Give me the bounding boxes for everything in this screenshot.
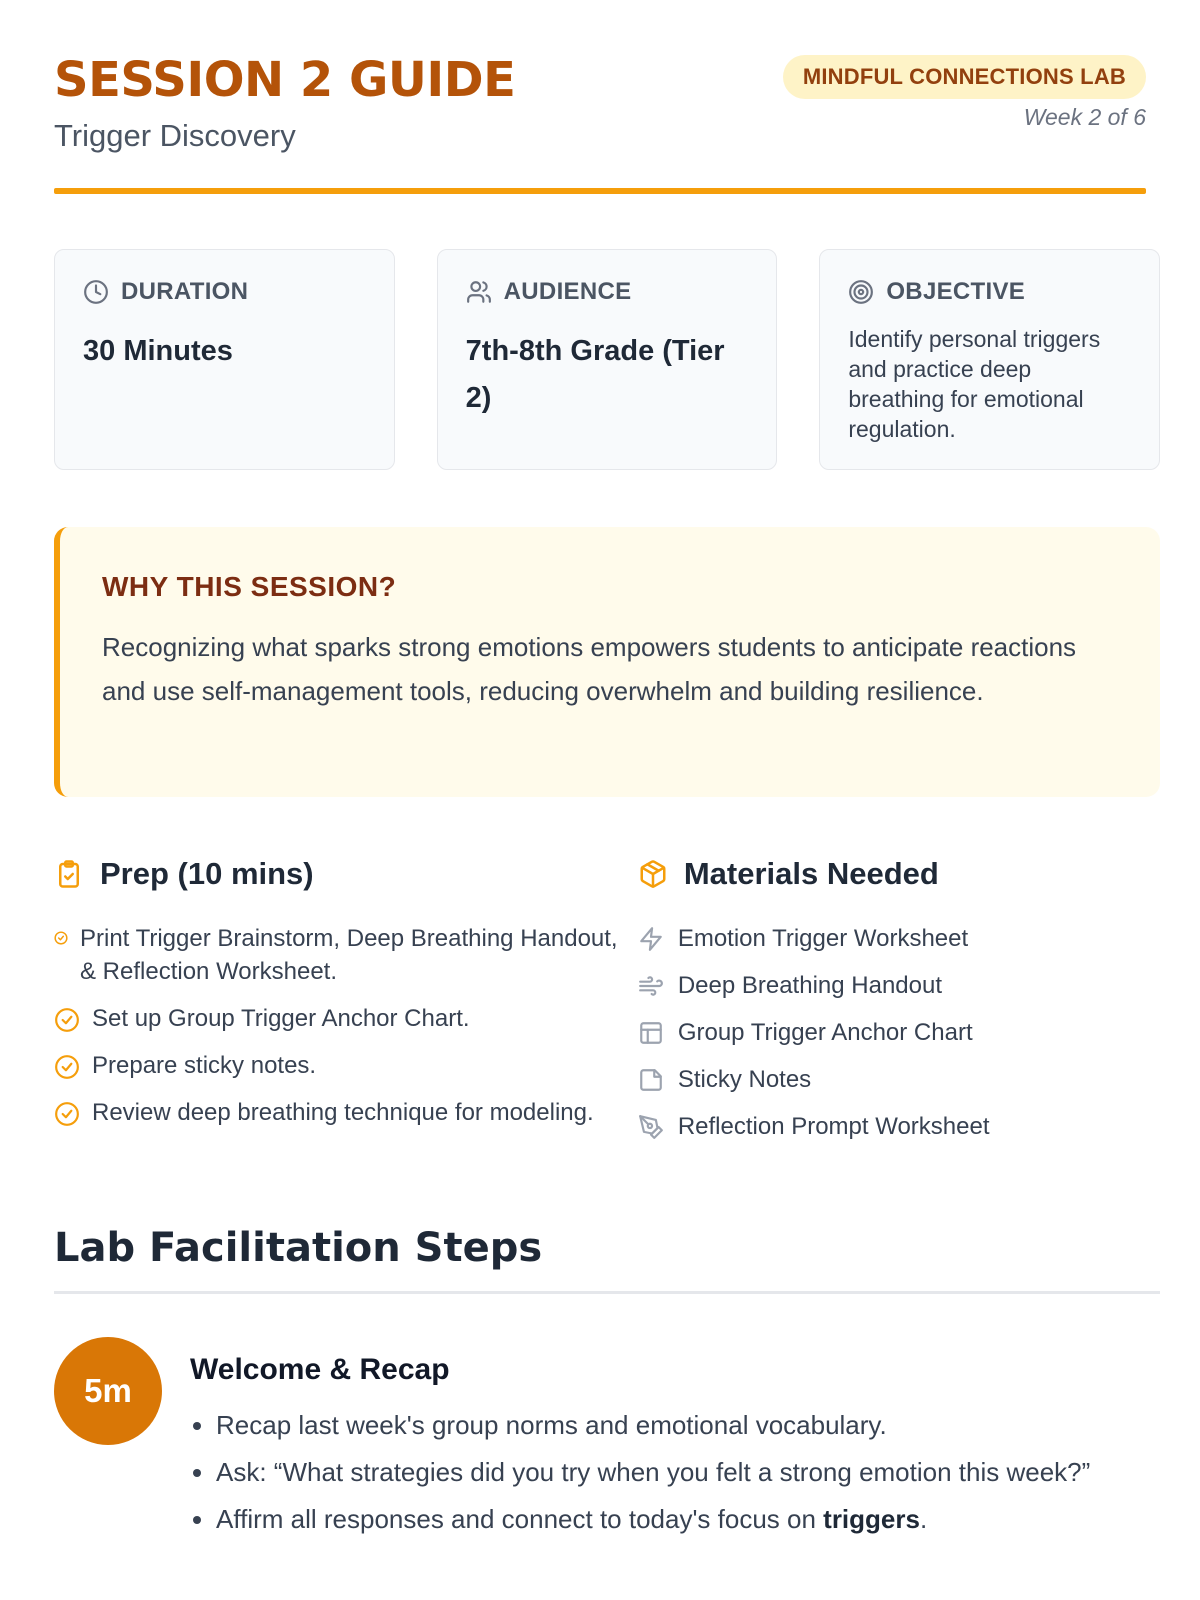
facilitation-divider (54, 1291, 1160, 1294)
check-circle-icon (54, 931, 68, 945)
prep-item-text: Review deep breathing technique for modeling. (92, 1099, 594, 1126)
package-icon (638, 859, 668, 889)
week-indicator: Week 2 of 6 (1023, 104, 1146, 130)
step-bullet-text: Affirm all responses and connect to today's focus on (216, 1504, 824, 1534)
prep-item-text: Print Trigger Brainstorm, Deep Breathing Handout, & Reflection Worksheet. (80, 925, 618, 985)
material-item (638, 922, 1160, 955)
duration-label: DURATION (121, 278, 249, 305)
step-bullet (216, 1499, 1150, 1540)
prep-header (54, 854, 630, 894)
page-title: SESSION 2 GUIDE (54, 52, 516, 108)
sticky-note-icon (638, 1067, 664, 1093)
material-item-text: Deep Breathing Handout (677, 972, 942, 999)
users-icon (466, 279, 492, 305)
material-item-text: Sticky Notes (677, 1066, 812, 1093)
page-subtitle: Trigger Discovery (54, 118, 296, 153)
material-item-text: Reflection Prompt Worksheet (677, 1113, 990, 1140)
prep-item (54, 1002, 630, 1035)
prep-column (54, 854, 630, 1157)
prep-list (54, 922, 630, 1129)
header (54, 0, 1146, 195)
materials-list (638, 922, 1160, 1143)
materials-title: Materials Needed (683, 856, 939, 891)
audience-value: 7th-8th Grade (Tier 2) (465, 335, 725, 414)
prep-item (54, 1049, 630, 1082)
check-circle-icon (54, 1007, 80, 1033)
header-divider (54, 188, 1146, 194)
clock-icon (83, 279, 109, 305)
prep-item-text: Set up Group Trigger Anchor Chart. (92, 1005, 470, 1032)
step-bullet: • Recap last week's group norms and emotional vocabulary. (216, 1405, 1150, 1446)
objective-card-header (848, 278, 1131, 306)
material-item (638, 1063, 1160, 1096)
duration-value: 30 Minutes (83, 335, 233, 367)
layout-icon (638, 1020, 664, 1046)
zap-icon (638, 926, 664, 952)
objective-value: Identify personal triggers and practice deep breathing for emotional regulation. (848, 326, 1101, 442)
step-bullet-suffix: . (919, 1504, 928, 1534)
audience-label: AUDIENCE (503, 278, 632, 305)
prep-item (54, 1096, 630, 1129)
check-circle-icon (54, 1101, 80, 1127)
step-bullet-emphasis: triggers (823, 1504, 920, 1534)
step-body (190, 1353, 1150, 1546)
pen-tool-icon (638, 1114, 664, 1140)
step-bullet: • Ask: “What strategies did you try when you felt a strong emotion this week?” (216, 1452, 1150, 1493)
duration-card-header (83, 278, 366, 306)
why-text: Recognizing what sparks strong emotions empowers students to anticipate reactions and use self-management tools, reducing overwhelm and building resilience. (102, 632, 1077, 706)
audience-card (437, 249, 778, 470)
prep-title: Prep (10 mins) (100, 856, 314, 891)
objective-label: OBJECTIVE (886, 278, 1026, 305)
material-item-text: Emotion Trigger Worksheet (677, 925, 969, 952)
clipboard-check-icon (54, 859, 84, 889)
step-title: Welcome & Recap (190, 1353, 450, 1386)
audience-card-header (466, 278, 749, 306)
prep-item-text: Prepare sticky notes. (92, 1052, 317, 1079)
step-time-badge: 5m (54, 1337, 162, 1445)
program-badge: MINDFUL CONNECTIONS LAB (783, 55, 1146, 99)
wind-icon (638, 973, 664, 999)
check-circle-icon (54, 1054, 80, 1080)
why-title: WHY THIS SESSION? (102, 571, 397, 602)
material-item (638, 1016, 1160, 1049)
prep-item (54, 922, 630, 988)
facilitation-title: Lab Facilitation Steps (54, 1225, 543, 1271)
target-icon (848, 279, 874, 305)
prep-materials-section (54, 854, 1160, 1157)
material-item-text: Group Trigger Anchor Chart (677, 1019, 973, 1046)
objective-card (819, 249, 1160, 470)
info-cards (54, 249, 1160, 470)
materials-header (638, 854, 1160, 894)
material-item (638, 1110, 1160, 1143)
step-bullet-list (190, 1405, 1150, 1540)
material-item (638, 969, 1160, 1002)
duration-card (54, 249, 395, 470)
why-callout (54, 527, 1160, 797)
materials-column (630, 854, 1160, 1157)
